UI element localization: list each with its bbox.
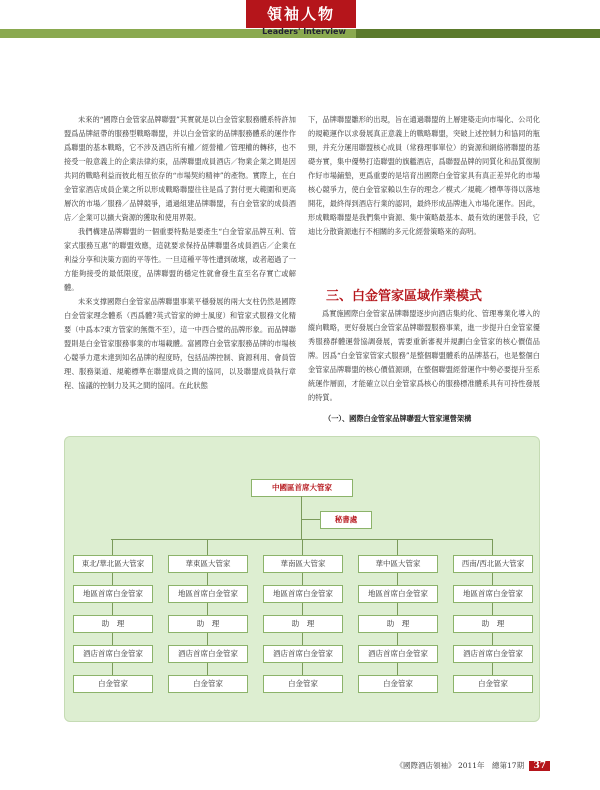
connector-line [302, 519, 320, 520]
subsection-heading: （一）、國際白金管家品牌聯盟大管家運營架構 [324, 414, 472, 423]
region-box: 東北/華北區大管家 [73, 555, 153, 573]
paragraph: 爲實施國際白金管家品牌聯盟逐步向酒店集約化、管理專業化導入的縱向戰略，更好發展白金管家品牌聯盟服務事業，進一步提升白金管家優秀服務群體運營協調發展，需要重新審視并規劃白金管家的核心價值品牌。因爲“白金管家管家式服務”是整個聯盟體系的品牌基石，也是整個白金管家品牌聯盟的核心價值源頭，在整個聯盟經營運作中勢必要提升至系統運作層面，才能確立以白金管家爲核心的服務標准體系具有可持性發展的特質。 [308, 309, 540, 402]
role-box: 地區首席白金管家 [73, 585, 153, 603]
role-box: 酒店首席白金管家 [73, 645, 153, 663]
role-box: 白金管家 [263, 675, 343, 693]
left-column [64, 113, 296, 393]
section-body [308, 307, 540, 405]
publication-info: 《國際酒店領袖》 2011年 總第17期 [395, 761, 525, 770]
paragraph: 未來支撑國際白金管家品牌聯盟事業平穩發展的兩大支柱仍然是國際白金管家理念體系（西爲體?英式管家的紳士風度）和管家式服務文化精要（中爲本?東方管家的無微不至），這一中西合璧的品牌形象。而品牌聯盟則是白金管家服務事業的市場載體。富國際白金管家服務品牌的市場核心競爭力還未達到知名品牌的程度時，包括品牌控制、資源利用、會員管理、服務渠道、規範標準在聯盟成員之間的協同，以及聯盟成員執行章程、協議的控制力及其之間的協同。在此狀態 [64, 297, 296, 390]
section-header [246, 0, 356, 28]
role-box: 白金管家 [453, 675, 533, 693]
section-title-en: Leaders' Interview [262, 27, 346, 36]
role-box: 白金管家 [73, 675, 153, 693]
chart-top-box: 中國區首席大管家 [251, 479, 353, 497]
role-box: 白金管家 [358, 675, 438, 693]
role-box: 助 理 [168, 615, 248, 633]
role-box: 酒店首席白金管家 [263, 645, 343, 663]
region-box: 華南區大管家 [263, 555, 343, 573]
page-number: 37 [529, 761, 550, 771]
secretariat-box: 秘書處 [320, 511, 372, 529]
role-box: 助 理 [358, 615, 438, 633]
region-box: 西南/西北區大管家 [453, 555, 533, 573]
role-box: 地區首席白金管家 [263, 585, 343, 603]
role-box: 酒店首席白金管家 [168, 645, 248, 663]
role-box: 助 理 [453, 615, 533, 633]
connector-line [301, 496, 302, 539]
role-box: 助 理 [263, 615, 343, 633]
role-box: 地區首席白金管家 [168, 585, 248, 603]
header-bar-accent [356, 29, 600, 38]
page-footer [396, 760, 550, 771]
paragraph: 我們構建品牌聯盟的一個重要特點是要產生“白金管家品牌互利、管家式服務互惠”的聯盟效應，這就要求保持品牌聯盟各成員酒店／企業在利益分享和決策方面的平等性。一旦這種平等性遭到破壞，或者超過了一方能夠接受的最低限度，品牌聯盟的穩定性就會發生直至名存實亡或解體。 [64, 227, 296, 292]
role-box: 地區首席白金管家 [358, 585, 438, 603]
role-box: 酒店首席白金管家 [358, 645, 438, 663]
region-box: 華東區大管家 [168, 555, 248, 573]
org-chart [64, 436, 540, 722]
paragraph: 未來的“國際白金管家品牌聯盟”其實就是以白金管家服務體系特許加盟爲品牌紐帶的服務型戰略聯盟，并以白金管家的品牌服務體系的運作作爲聯盟的基本戰略，它不涉及酒店所有權／經營權／管理權的轉移，也不接受一般意義上的企業法律約束，品牌聯盟成員酒店／物業企業之間是因共同的戰略利益而彼此相互依存的“市場契約精神”的產物。實際上，在白金管家酒店成員企業之所以形成戰略聯盟往往是爲了對付更大範圍和更高層次的市場／服務／品牌競爭，通過組建品牌聯盟，有白金管家的成員酒店／企業可以擴大資源的獲取和使用界限。 [64, 115, 296, 222]
section-title-cn: 領袖人物 [266, 5, 335, 23]
region-box: 華中區大管家 [358, 555, 438, 573]
role-box: 地區首席白金管家 [453, 585, 533, 603]
role-box: 白金管家 [168, 675, 248, 693]
right-column [308, 113, 540, 239]
paragraph: 下，品牌聯盟雛形的出現，旨在通過聯盟的上層建築走向市場化、公司化的規範運作以求發展真正意義上的戰略聯盟，突破上述控制力和協同的瓶頸，并充分運用聯盟核心成員（常務理事單位）的資源和網絡將聯盟的基礎夯實，集中優勢打造聯盟的旗艦酒店，爲聯盟品牌的同質化和品質復制作好市場鋪墊，更爲重要的是培育出國際白金管家具有真正差异化的市場核心競爭力，使白金管家賴以生存的理念／模式／規範／標準等得以落地開花，最終得到酒店行業的認同，最終形成品牌進入市場化運作。因此，形成戰略聯盟是我們集中資源、集中策略最基本、最有效的運營手段，它迪比分散資源進行不相關的多元化經營策略來的高明。 [308, 115, 540, 236]
role-box: 酒店首席白金管家 [453, 645, 533, 663]
role-box: 助 理 [73, 615, 153, 633]
section-heading: 三、白金管家區域作業模式 [326, 289, 483, 304]
